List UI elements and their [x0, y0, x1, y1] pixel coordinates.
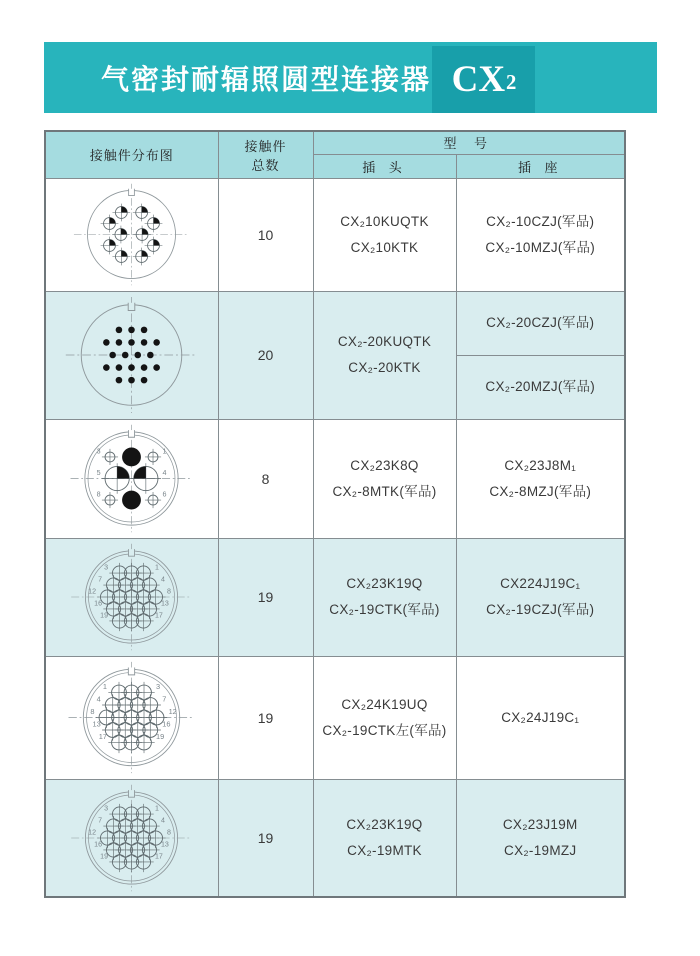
table-row: [45, 538, 625, 656]
model-number: CX₂23K19Q: [346, 576, 423, 591]
socket-split: [457, 292, 625, 419]
plug-models: [313, 779, 456, 897]
svg-text:3: 3: [104, 563, 109, 572]
model-number: CX₂24K19UQ: [341, 696, 428, 712]
svg-text:4: 4: [162, 468, 167, 477]
contact-diagram: [62, 659, 201, 776]
model-number: CX₂-10MZJ(军品): [485, 239, 596, 255]
model-number: CX₂23K8Q: [350, 457, 419, 473]
svg-text:3: 3: [156, 681, 161, 691]
model-number: CX₂-20KUQTK: [337, 334, 432, 349]
contact-count: 19: [218, 656, 313, 779]
model-number: CX₂-19MTK: [347, 842, 422, 858]
contact-diagram-cell: [45, 291, 218, 419]
svg-text:4: 4: [96, 694, 101, 704]
model-number: CX₂-19CTK(军品): [329, 602, 440, 617]
header-contact-count: [218, 131, 313, 178]
socket-models: [456, 656, 625, 779]
svg-text:16: 16: [162, 719, 171, 729]
contact-diagram: [65, 782, 198, 894]
svg-text:16: 16: [94, 840, 103, 849]
svg-text:16: 16: [94, 599, 103, 608]
header-contact-count-line2: 总数: [251, 157, 280, 173]
contact-diagram-cell: [45, 538, 218, 656]
contact-count: 8: [218, 419, 313, 538]
socket-subcell: [457, 356, 625, 419]
page-title: 气密封耐辐照圆型连接器: [101, 63, 432, 95]
plug-models: [313, 178, 456, 291]
contact-count: 19: [218, 779, 313, 897]
header-contact-diagram: 接触件分布图: [45, 131, 218, 178]
model-number: CX224J19C₁: [500, 576, 581, 591]
svg-text:8: 8: [90, 706, 95, 716]
model-number: CX₂24J19C₁: [501, 709, 580, 725]
header-plug: 插 头: [313, 154, 456, 178]
svg-text:12: 12: [88, 828, 97, 837]
svg-text:4: 4: [161, 816, 166, 825]
model-number: CX₂-20KTK: [348, 360, 421, 375]
model-badge: CX $_2$: [432, 46, 535, 113]
header-model: 型 号: [313, 131, 625, 154]
model-number: CX₂23J8M₁: [504, 457, 577, 473]
svg-text:12: 12: [168, 706, 178, 716]
model-number: CX₂23K19Q: [346, 816, 423, 832]
socket-models: [456, 178, 625, 291]
svg-text:7: 7: [98, 816, 103, 825]
svg-text:8: 8: [167, 828, 172, 837]
connector-table: [44, 130, 626, 898]
plug-models: [313, 291, 456, 419]
table-header: [45, 131, 625, 178]
model-number: CX₂-20MZJ(军品): [485, 379, 596, 394]
svg-text:13: 13: [161, 840, 170, 849]
svg-text:8: 8: [167, 587, 172, 596]
socket-models: [456, 779, 625, 897]
svg-text:19: 19: [100, 611, 109, 620]
svg-text:17: 17: [98, 731, 108, 741]
model-number: CX₂10KTK: [350, 239, 419, 255]
table-row: [45, 291, 625, 419]
svg-text:3: 3: [104, 804, 109, 813]
table-row: [45, 419, 625, 538]
svg-text:1: 1: [162, 447, 167, 456]
model-number: CX₂10KUQTK: [340, 213, 429, 229]
svg-text:8: 8: [96, 490, 101, 499]
table-row: [45, 779, 625, 897]
svg-text:13: 13: [92, 719, 101, 729]
svg-text:12: 12: [88, 587, 97, 596]
socket-models: [456, 291, 625, 419]
model-text: CX: [451, 59, 506, 100]
svg-text:17: 17: [155, 611, 164, 620]
contact-diagram-cell: [45, 178, 218, 291]
contact-diagram-cell: [45, 656, 218, 779]
contact-diagram: [65, 541, 198, 653]
contact-diagram-cell: [45, 419, 218, 538]
plug-models: [313, 656, 456, 779]
svg-text:4: 4: [161, 575, 166, 584]
socket-models: [456, 419, 625, 538]
model-number: CX₂-10CZJ(军品): [486, 213, 595, 229]
table-row: [45, 656, 625, 779]
svg-text:1: 1: [155, 804, 160, 813]
svg-text:1: 1: [155, 563, 160, 572]
svg-text:5: 5: [96, 468, 101, 477]
contact-diagram: [64, 422, 199, 535]
svg-text:19: 19: [100, 852, 109, 861]
model-number: CX₂-19MZJ: [504, 842, 577, 858]
contact-count: 10: [218, 178, 313, 291]
model-number: CX₂-19CZJ(军品): [486, 602, 595, 617]
svg-text:19: 19: [156, 731, 165, 741]
contact-count: 20: [218, 291, 313, 419]
svg-text:3: 3: [96, 447, 101, 456]
table-row: [45, 178, 625, 291]
model-number: CX₂-20CZJ(军品): [486, 315, 595, 330]
plug-models: [313, 538, 456, 656]
svg-text:13: 13: [161, 599, 170, 608]
model-number: CX₂-19CTK左(军品): [322, 722, 447, 738]
contact-diagram: [68, 181, 195, 288]
header-socket: 插 座: [456, 154, 625, 178]
socket-subcell: [457, 292, 625, 356]
contact-diagram: [59, 294, 204, 416]
plug-models: [313, 419, 456, 538]
page-banner: [44, 42, 657, 113]
table-body: [45, 178, 625, 897]
model-number: CX₂23J19M: [502, 816, 578, 832]
svg-text:6: 6: [162, 490, 167, 499]
socket-models: [456, 538, 625, 656]
svg-text:7: 7: [98, 575, 103, 584]
contact-count: 19: [218, 538, 313, 656]
model-number: CX₂-8MZJ(军品): [489, 483, 592, 499]
svg-text:7: 7: [162, 694, 167, 704]
contact-diagram-cell: [45, 779, 218, 897]
header-contact-count-line1: 接触件: [244, 138, 287, 154]
model-number: CX₂-8MTK(军品): [332, 483, 437, 499]
svg-text:17: 17: [155, 852, 164, 861]
svg-text:1: 1: [103, 681, 108, 691]
